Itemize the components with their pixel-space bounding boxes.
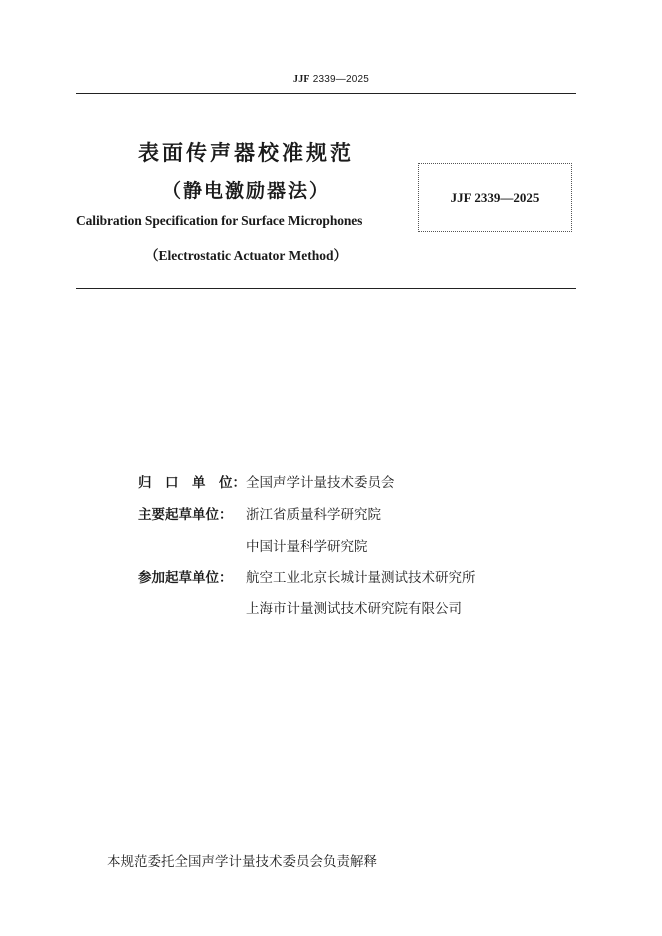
participating-unit-2: 上海市计量测试技术研究院有限公司 (246, 601, 462, 617)
main-drafting-row (138, 503, 381, 523)
responsible-unit-label: 归 口 单 位： (138, 475, 246, 491)
specification-code: JJF 2339—2025 (450, 189, 540, 205)
title-english: Calibration Specification for Surface Microphones (76, 213, 363, 228)
specification-code-box (418, 163, 572, 232)
participating-unit-1: 航空工业北京长城计量测试技术研究所 (246, 570, 476, 586)
participating-drafting-label: 参加起草单位： (138, 570, 233, 586)
code-number: 2339—2025 (309, 74, 369, 85)
code-prefix: JJF (293, 74, 310, 85)
title-chinese: 表面传声器校准规范 (138, 141, 354, 165)
responsible-unit-value: 全国声学计量技术委员会 (246, 475, 395, 491)
responsible-unit-row (138, 471, 395, 491)
participating-drafting-row (138, 566, 476, 586)
subtitle-english: （Electrostatic Actuator Method） (145, 248, 347, 263)
main-drafting-unit-1: 浙江省质量科学研究院 (246, 507, 381, 523)
interpretation-note: 本规范委托全国声学计量技术委员会负责解释 (107, 854, 377, 870)
subtitle-chinese: （静电激励器法） (161, 180, 330, 202)
top-divider (76, 93, 576, 94)
document-code-header (0, 74, 662, 85)
bottom-divider (76, 288, 576, 289)
main-drafting-unit-2: 中国计量科学研究院 (246, 539, 368, 555)
main-drafting-label: 主要起草单位： (138, 507, 233, 523)
